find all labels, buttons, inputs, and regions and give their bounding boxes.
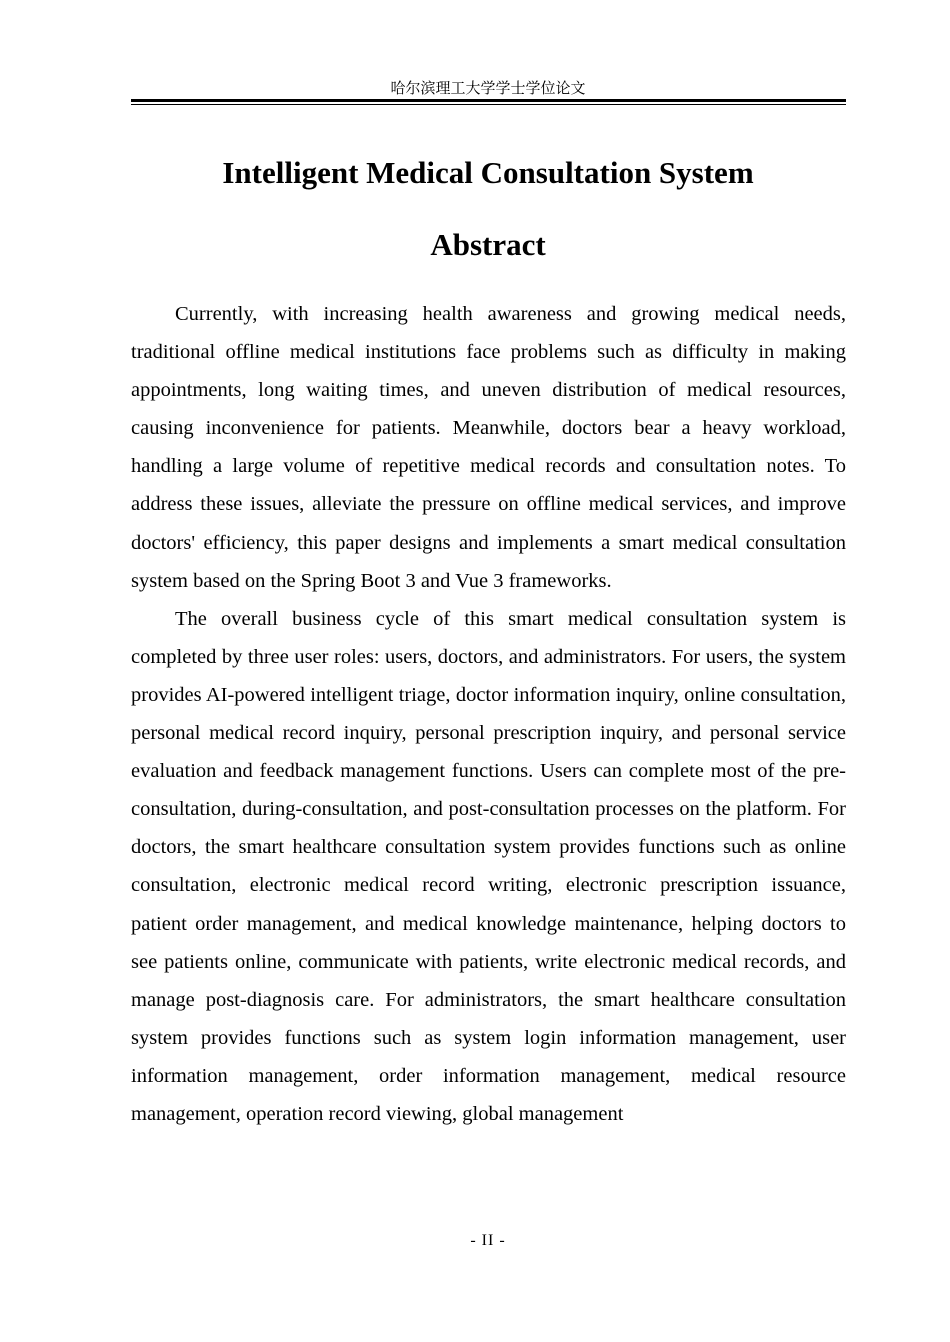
header-rule-thin xyxy=(131,104,846,105)
header-rule-thick xyxy=(131,99,846,102)
page-number: - II - xyxy=(470,1232,506,1249)
abstract-heading: Abstract xyxy=(430,227,546,262)
running-header: 哈尔滨理工大学学士学位论文 xyxy=(390,79,586,97)
abstract-body xyxy=(131,295,846,1133)
abstract-paragraph-2: The overall business cycle of this smart medical consultation system is completed by three user roles: users, doctors, and administrators. For users, the system provides AI-powered intelligent triage, doctor information inquiry, online consultation, personal medical record inquiry, personal prescription inquiry, and personal service evaluation and feedback management functions. Users can complete most of the pre-consultation, during-consultation, and post-consultation processes on the platform. For doctors, the smart healthcare consultation system provides functions such as online consultation, electronic medical record writing, electronic prescription issuance, patient order management, and medical knowledge maintenance, helping doctors to see patients online, communicate with patients, write electronic medical records, and manage post-diagnosis care. For administrators, the smart healthcare consultation system provides functions such as system login information management, user information management, order information management, medical resource management, operation record viewing, global management xyxy=(131,607,846,1125)
paper-title: Intelligent Medical Consultation System xyxy=(222,155,754,190)
abstract-paragraph-1: Currently, with increasing health awareness and growing medical needs, traditional offline medical institutions face problems such as difficulty in making appointments, long waiting times, and uneven distribution of medical resources, causing inconvenience for patients. Meanwhile, doctors bear a heavy workload, handling a large volume of repetitive medical records and consultation notes. To address these issues, alleviate the pressure on offline medical services, and improve doctors' efficiency, this paper designs and implements a smart medical consultation system based on the Spring Boot 3 and Vue 3 frameworks. xyxy=(131,303,846,592)
